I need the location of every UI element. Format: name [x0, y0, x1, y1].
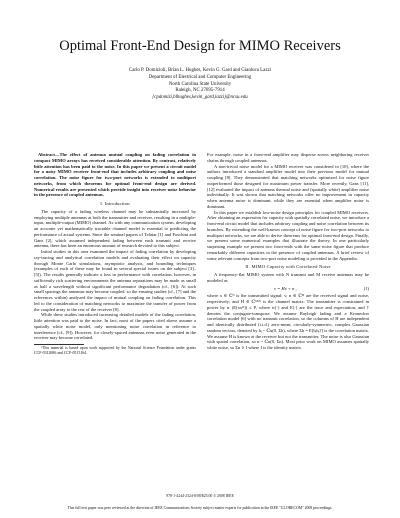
section-heading-introduction: I. Introduction	[100, 201, 130, 206]
intro-paragraph-2: Initial studies in this area examined the impact of fading correlation by developing ray-tracing and analytical correlation models and evaluating their effect on capacity through Monte Carlo simulations, asymptotic analysis, and bounding techniques (examples of each of these may be found in several special issues on the subject [3]–[5]). The results generally indicate a loss in performance with correlation, however, in sufficiently rich scattering environments the antenna separations may be made as small as half a wavelength without significant performance degradation (cf., [6]). At such small spacings the antennas may become coupled, so the ensuing studies (cf., [7] and the references within) analyzed the impact of mutual coupling on fading correlation. This led to the consideration of matching networks to maximize the transfer of power from the coupled array to the rest of the receiver [8].	[34, 249, 196, 312]
paper-title: Optimal Front-End Design for MIMO Receivers	[59, 38, 341, 54]
right-paragraph-2: A non-trivial noise model for a MIMO receiver was considered in [10], where the authors introduced a standard amplifier model into their previous model for mutual coupling [8]. They demonstrated that matching networks optimized for noise figure outperformed those designed for maximum power transfer. More recently, Gans [11], [12] evaluated the impact of antenna thermal noise and (spatially white) amplifier noise individually. It was shown that matching networks offer no improvement in capacity when antenna noise is dominant, while they are essential when amplifier noise is dominant.	[207, 163, 369, 209]
equation-number: (1)	[363, 285, 369, 291]
right-paragraph-3: In this paper we establish low-noise design principles for coupled MIMO receivers. After obtaining an expression for capacity with spatially correlated noise, we introduce a front-end circuit model that includes arbitrary coupling and noise correlation between its branches. By extending the well-known concept of noise figure for two-port networks to multiport networks, we are able to derive theorems for optimal front-end design. Finally, we present some numerical examples that illustrate the theory. In one particularly surprising example we present two front-ends with the same noise figure that produce remarkably different capacities in the presence of coupled antennas. A brief review of some relevant concepts from two-port noise modeling is provided in the Appendix.	[207, 209, 369, 261]
peer-review-notice: This full text paper was peer reviewed at the direction of IEEE Communications Society subject matter experts for publication in the IEEE "GLOBECOM" 2008 proceedings.	[67, 506, 333, 510]
author-university: North Carolina State University	[168, 81, 232, 87]
right-paragraph-5: where x ∈ ℂᴺ is the transmitted signal; v, n ∈ ℂᴹ are the received signal and noise, respectively; and H ∈ ℂᴹˣᴺ is the channel matrix. The transmitter is constrained in power by tr (E[xxᴴ]) ≤ P, where tr(·) and E[·] are the trace and expectation, and † denotes the conjugate-transpose. We assume Rayleigh fading and a Kronecker correlation model [6] with no transmit correlation, so the columns of H are independent and identically distributed (i.i.d.) zero-mean, circularly-symmetric, complex Gaussian random vectors, denoted by hᵢ ~ ℂɴ(0, Σh), where Σh = E[hᵢhᵢ†] is the correlation matrix. We assume H is known at the receiver but not the transmitter. The noise is also Gaussian with spatial correlation, so n ~ ℂɴ(0, Σn). Most prior work on MIMO assumes spatially white noise, so Σn ∝ I where I is the identity matrix.	[207, 293, 369, 350]
abstract: Abstract—The effect of antenna mutual coupling on fading correlation in compact MIMO arrays has received considerable attention. By contrast, relatively little attention has been paid to the noise. In this paper we present a circuit model for a noisy MIMO receiver front-end that includes arbitrary coupling and noise correlation. The noise figure for two-port networks is extended to multiport networks, from which theorems for optimal front-end design are derived. Numerical results are presented which provide insight into receiver noise behavior in the presence of coupled antennas.	[34, 152, 196, 198]
author-block	[0, 68, 400, 102]
intro-paragraph-1: The capacity of a fading wireless channel may be substantially increased by employing multiple antennas at both the transmitter and receiver, resulting in a multiple-input, multiple-output (MIMO) channel. As with any communication system, developing an accurate yet mathematically tractable channel model is essential to predicting the performance of actual systems. Since the seminal papers of Telatar [1] and Foschini and Gans [2], which assumed independent fading between each transmit and receive antenna, there has been an enormous amount of research devoted to this subject.	[34, 208, 196, 249]
right-paragraph-4: A frequency-flat MIMO system with N transmit and M receive antennas may be modeled as	[207, 272, 369, 283]
author-email: {cpdomizi,blhughes,kevin_gard,lazzi}@ncsu.edu	[152, 95, 248, 101]
right-column	[207, 152, 369, 351]
footnote-rule	[34, 344, 84, 345]
right-paragraph-1: For example, noise in a front-end amplifier may disperse across neighboring receiver chains through coupled antennas.	[207, 152, 369, 163]
author-department: Department of Electrical and Computer Engineering	[148, 74, 252, 80]
author-city: Raleigh, NC 27695-7914	[175, 88, 225, 94]
isbn-line: 978-1-4244-2324-8/08/$25.00 © 2008 IEEE	[166, 494, 234, 498]
left-column	[34, 152, 196, 356]
equation-1	[207, 286, 369, 292]
intro-paragraph-3: While these studies introduced increasing detailed models of the fading correlation, little attention was paid to the noise. In fact, most of the papers cited above assume a spatially white noise model, only mentioning noise correlation in reference to interference (cf., [9]). However, for closely-spaced antennas even noise generated in the receiver may become correlated.	[34, 312, 196, 341]
section-heading-mimo-capacity: II. MIMO Capacity with Correlated Noise	[245, 264, 331, 270]
author-names: Carlo P. Domizioli, Brian L. Hughes, Kevin G. Gard and Gianluca Lazzi	[128, 68, 272, 73]
equation-body: v = Hx + n ,	[274, 285, 297, 291]
footnote: ¹This material is based upon work supported by the National Science Foundation under grants CCF-0312686 and CCF-0515164.	[34, 346, 196, 355]
